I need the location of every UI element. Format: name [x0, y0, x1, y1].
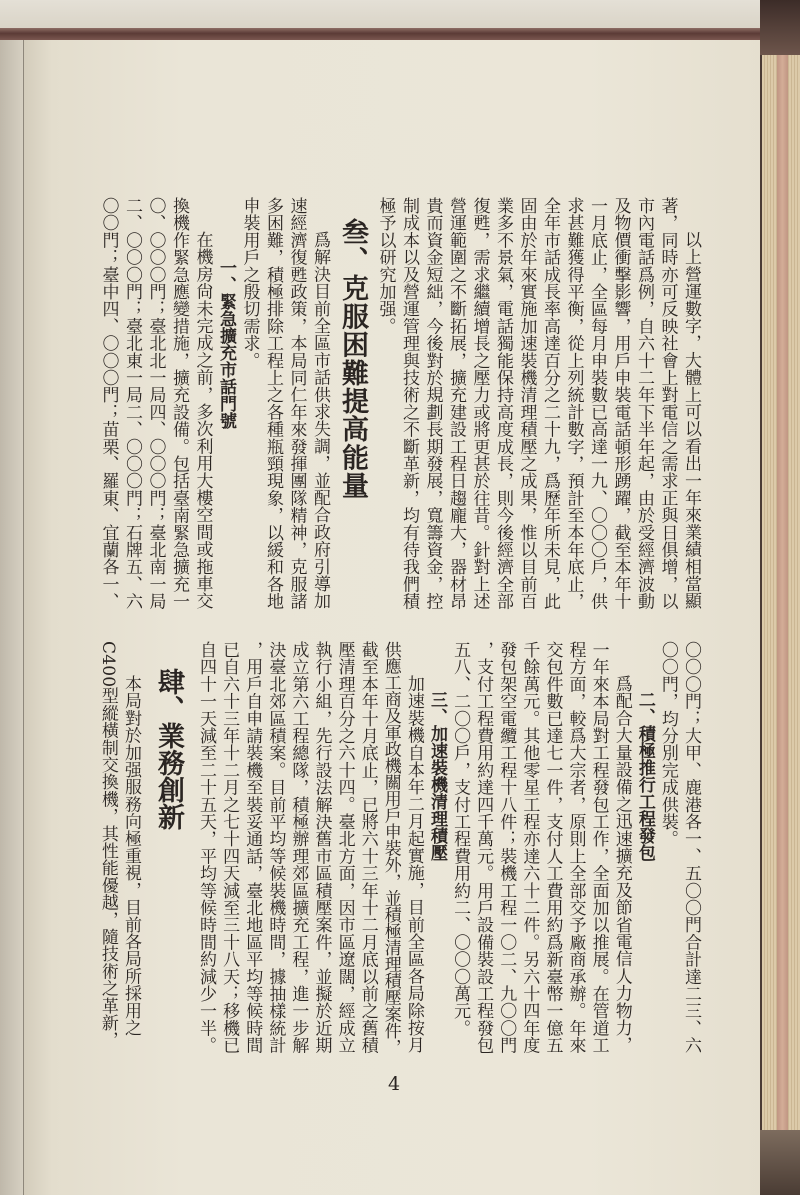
- text-column: 〇、〇〇〇門；臺北北一局四、〇〇〇門；臺北南一局: [145, 197, 166, 610]
- cover-corner-top: [760, 0, 800, 55]
- subsection-heading: 一、緊急擴充市話門號: [216, 259, 236, 429]
- text-column: 截至本年十月底止，已將六十三年十二月底以前之舊積: [357, 641, 378, 1054]
- text-column: 換機作緊急應變措施，擴充設備。包括臺南緊急擴充一: [169, 197, 189, 610]
- text-column: 〇〇門；臺中四、〇〇〇門；苗栗、羅東、宜蘭各一、: [98, 197, 119, 610]
- paragraph-operations-summary: [373, 197, 702, 611]
- text-column: ，用戶自申請裝機至裝妥通話，臺北地區平均等候時間: [242, 641, 263, 1054]
- text-column: 一年來本局對工程發包工作，全面加以推展。在管道工: [588, 641, 609, 1054]
- paragraph-emergency-expansion: [96, 197, 214, 611]
- section-heading: 肆、業務創新: [152, 668, 184, 830]
- lower-text-block: [96, 641, 702, 1055]
- text-column: 〇〇〇門；大甲、鹿港各一、五〇〇門合計達二三、六: [681, 641, 701, 1054]
- page-number: 4: [388, 1073, 401, 1095]
- text-column: 及物價衝擊影響，用戶申裝電話頓形踴躍，截至本年十: [610, 197, 631, 610]
- text-column: 以上營運數字，大體上可以看出一年來業績相當顯: [681, 231, 701, 610]
- text-column: 復甦，需求繼續增長之壓力或將更甚於往昔。針對上述: [469, 197, 490, 610]
- text-column: 成立第六工程總隊，積極辦理郊區擴充工程，進一步解: [288, 641, 309, 1054]
- paragraph-business-innovation: [96, 641, 142, 1055]
- book-binding-edge: [0, 28, 770, 40]
- text-column: 求甚難獲得平衡，從上列統計數字，預計至本年底止，: [563, 197, 584, 610]
- text-column: 申裝用戶之殷切需求。: [239, 197, 260, 369]
- section-heading: 叁、克服困難提高能量: [337, 218, 368, 500]
- text-column: 執行小組，先行設法解決舊市區積壓案件，並擬於近期: [311, 641, 332, 1054]
- text-column: 業多不景氣，電話獨能保持高度成長，則今後經濟全部: [493, 197, 513, 610]
- text-column: 營運範圍之不斷拓展，擴充建設工程日趨龐大，器材昂: [446, 197, 466, 610]
- text-column: 已自六十三年十二月之七十四天減至三十八天；移機已: [219, 641, 240, 1054]
- text-column: 程方面，較爲大宗者，原則上全部交予廠商承辦。年來: [565, 641, 586, 1054]
- text-column: 千餘萬元。其他零星工程亦達六十二件。另六十四年度: [519, 641, 540, 1054]
- text-column: 全年市話成長率高達百分之二十九，爲歷年所未見，此: [540, 197, 560, 610]
- text-column: 供應工商及軍政機關用戶申裝外，並積極清理積壓案件，: [380, 641, 401, 1056]
- text-column: 壓清理百分之六十四。臺北方面，因市區遼闊，經成立: [334, 641, 355, 1054]
- text-column: 二、〇〇〇門；臺北東一局二、〇〇〇門；石牌五、六: [122, 197, 142, 610]
- upper-text-block: [96, 197, 702, 611]
- paragraph-backlog-clearing: [194, 641, 425, 1055]
- subsection-heading: 二、積極推行工程發包: [634, 691, 655, 861]
- text-column: 固由於年來實施加速裝機清理積壓之成果，惟以目前百: [516, 197, 537, 610]
- text-column: ，支付工程費用約達四千萬元。用戶設備裝設工程發包: [473, 641, 494, 1054]
- text-column: 爲配合大量設備之迅速擴充及節省電信人力物力，: [611, 675, 632, 1054]
- text-column: 極予以研究加强。: [375, 197, 396, 335]
- text-column: 一月底止，全區每月申裝數已高達一九、〇〇〇戶，供: [587, 197, 607, 610]
- text-column: 自四十一天減至二十五天，平均等候時間約減少一半。: [196, 641, 217, 1054]
- subsection-heading: 三、加速裝機清理積壓: [426, 691, 447, 861]
- text-column: 著，同時亦可反映社會上對電信之需求正與日俱增，以: [657, 197, 678, 610]
- text-column: 多困難，積極排除工程上之各種瓶頸現象，以緩和各地: [263, 197, 283, 610]
- paragraph-contracting: [448, 641, 633, 1055]
- cover-corner-bottom: [760, 1130, 800, 1195]
- paragraph-section-intro: [237, 197, 331, 611]
- text-column: C400型縱橫制交換機，其性能優越，隨技術之革新，: [97, 641, 118, 1049]
- text-column: 加速裝機自本年二月起實施，目前全區各局除按月: [403, 675, 424, 1054]
- text-column: 制成本以及營運管理與技術之不斷革新，均有待我們積: [399, 197, 419, 610]
- text-column: 速經濟復甦政策，本局同仁年來發揮團隊精神，克服諸: [286, 197, 307, 610]
- text-column: 交包件數已達七一件，支付人工費用約爲新臺幣一億五: [542, 641, 563, 1054]
- text-column: 爲解決目前全區市話供求失調，並配合政府引導加: [310, 231, 330, 610]
- text-column: 市內電話爲例，自六十二年下半年起，由於受經濟波動: [634, 197, 654, 610]
- text-column: 決臺北郊區積案。目前平均等候裝機時間，據抽樣統計: [265, 641, 286, 1054]
- text-column: 〇〇門，均分別完成供裝。: [657, 641, 678, 848]
- text-column: 在機房尙未完成之前，多次利用大樓空間或拖車交: [192, 231, 213, 610]
- top-margin: [0, 0, 762, 30]
- adjacent-page-edge: [0, 40, 24, 1195]
- text-column: 貴而資金短絀，今後對於規劃長期發展，寬籌資金，控: [422, 197, 443, 610]
- page-edge-stripe: [777, 55, 788, 1130]
- text-column: 本局對於加强服務向極重視，目前各局所採用之: [120, 675, 141, 1037]
- text-column: 發包架空電纜工程十八件；裝機工程一〇二、九〇〇門: [496, 641, 517, 1054]
- text-column: 五八、二〇〇戶，支付工程費用約二、〇〇〇萬元。: [450, 641, 471, 1037]
- paragraph-emergency-expansion-cont: [656, 641, 702, 1055]
